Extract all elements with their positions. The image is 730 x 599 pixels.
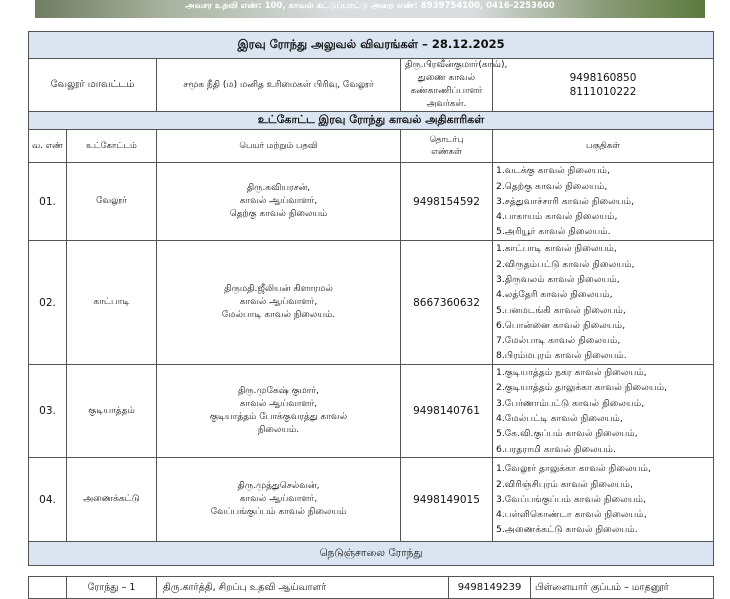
patrol-number: ரோந்து – 1 — [67, 577, 157, 599]
row-sno: 01. — [29, 163, 67, 241]
patrol-table — [28, 31, 714, 566]
highway-table — [28, 576, 714, 599]
row-areas: 1.வடக்கு காவல் நிலையம், 2.தெற்கு காவல் நிலையம், 3.சத்துவாச்சாரி காவல் நிலையம், 4.பாகாயம் காவல் நிலையம், 5.அரியூர் காவல் நிலையம். — [493, 163, 714, 241]
row-phone: 9498154592 — [401, 163, 493, 241]
row-sno: 04. — [29, 458, 67, 542]
table-row — [29, 163, 714, 241]
table-row — [29, 241, 714, 365]
district-phones: 9498160850 8111010222 — [493, 59, 714, 112]
row-phone: 9498149015 — [401, 458, 493, 542]
row-subdivision: அணைக்கட்டு — [67, 458, 157, 542]
section-title: உட்கோட்ட இரவு ரோந்து காவல் அதிகாரிகள் — [29, 112, 714, 130]
patrol-area: பிள்ளையார் குப்பம் – மாதனூர் — [531, 577, 714, 599]
col-contact: தொடர்பு எண்கள் — [401, 130, 493, 163]
col-areas: பகுதிகள் — [493, 130, 714, 163]
district-name: வேலூர் மாவட்டம் — [29, 59, 157, 112]
column-header-row — [29, 130, 714, 163]
row-officer: திரு.கவியரசன், காவல் ஆய்வாளர், தெற்கு காவல் நிலையம் — [157, 163, 401, 241]
col-sno: வ. எண் — [29, 130, 67, 163]
row-officer: திருமதி.ஜீலியன் கிளாரமல் காவல் ஆய்வாளர், மேல்பாடி காவல் நிலையம். — [157, 241, 401, 365]
header-banner — [35, 0, 705, 18]
district-unit: சமூக நீதி (ம) மனித உரிமைகள் பிரிவு, வேலூர் — [157, 59, 401, 112]
row-subdivision: வேலூர் — [67, 163, 157, 241]
table-row — [29, 577, 714, 599]
patrol-phone: 9498149239 — [449, 577, 531, 599]
row-phone: 8667360632 — [401, 241, 493, 365]
row-subdivision: காட்பாடி — [67, 241, 157, 365]
district-row — [29, 59, 714, 112]
table-row — [29, 365, 714, 458]
row-sno: 03. — [29, 365, 67, 458]
highway-title: நெடுஞ்சாலை ரோந்து — [29, 542, 714, 566]
row-officer: திரு.முகேஷ் குமார், காவல் ஆய்வாளர், குடியாத்தம் போக்குவரத்து காவல் நிலையம். — [157, 365, 401, 458]
row-areas: 1.குடியாத்தம் நகர காவல் நிலையம், 2.குடியாத்தம் தாலுக்கா காவல் நிலையம், 3.பேர்ணாம்பட்டு காவல் நிலையம், 4.மேல்பட்டி காவல் நிலையம், 5.கே.வி.குப்பம் காவல் நிலையம், 6.பரதராமி காவல் நிலையம். — [493, 365, 714, 458]
row-areas: 1.காட்பாடி காவல் நிலையம், 2.விருதம்பட்டு காவல் நிலையம், 3.திருவலம் காவல் நிலையம், 4.லத்தேரி காவல் நிலையம், 5.பனமடங்கி காவல் நிலையம், 6.பொன்னை காவல் நிலையம், 7.மேல்பாடி காவல் நிலையம், 8.பிரம்மபுரம் காவல் நிலையம். — [493, 241, 714, 365]
emergency-numbers: அவசர உதவி எண்: 100, காவல் கட்டுப்பாட்டு அறை எண்: 8939754100, 0416-2253600 — [185, 1, 555, 11]
patrol-officer: திரு.கார்த்தி, சிறப்பு உதவி ஆய்வாளர் — [157, 577, 449, 599]
district-officer: திரு.பிரவீன்குமார்(காவ்), துணை காவல் கண்காணிப்பாளர் அவர்கள். — [401, 59, 493, 112]
row-officer: திரு.முத்துசெல்வன், காவல் ஆய்வாளர், வேப்பங்குப்பம் காவல் நிலையம் — [157, 458, 401, 542]
row-subdivision: குடியாத்தம் — [67, 365, 157, 458]
col-name: பெயர் மற்றும் பதவி — [157, 130, 401, 163]
page-title: இரவு ரோந்து அலுவல் விவரங்கள் – 28.12.2025 — [29, 32, 714, 59]
row-areas: 1.வேலூர் தாலுக்கா காவல் நிலையம், 2.விரிஞ்சிபுரம் காவல் நிலையம், 3.வேப்பங்குப்பம் காவல் நிலையம், 4.பள்ளிகொண்டா காவல் நிலையம், 5.அணைக்கட்டு காவல் நிலையம். — [493, 458, 714, 542]
table-row — [29, 458, 714, 542]
row-sno: 02. — [29, 241, 67, 365]
row-phone: 9498140761 — [401, 365, 493, 458]
col-subdivision: உட்கோட்டம் — [67, 130, 157, 163]
